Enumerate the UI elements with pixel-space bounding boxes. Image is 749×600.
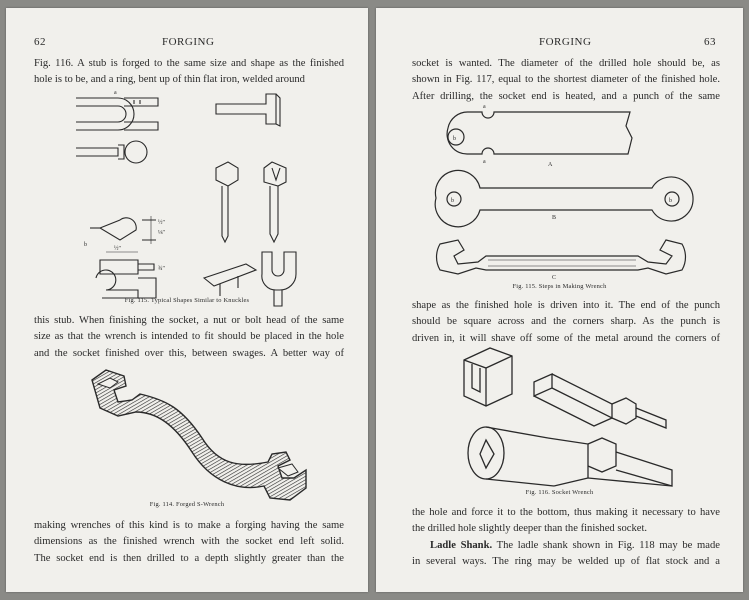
right-page	[376, 8, 743, 592]
running-head: FORGING	[162, 36, 215, 48]
fig-label: ½″	[158, 220, 165, 226]
fig-label: a	[483, 104, 486, 110]
fig-label: A	[548, 162, 553, 168]
fig-label: B	[552, 215, 557, 221]
text-line: the drilled hole slightly deeper than the finished socket.	[412, 523, 648, 535]
fig-label: b	[453, 136, 456, 142]
fig-label: b	[669, 198, 672, 204]
fig-label: ⅛″	[158, 230, 165, 236]
text-span: The ladle shank shown in Fig. 118 may be made	[492, 539, 720, 551]
text-line: size as that the wrench is intended to fit should be placed in the hole	[34, 331, 344, 343]
text-line: socket is wanted. The diameter of the drilled hole should be, as	[412, 58, 720, 69]
text-line: the hole and force it to the bottom, thus making it necessary to have	[412, 507, 720, 518]
fig-label: C	[552, 275, 557, 281]
text-line: in several ways. The ring may be welded up of flat stock and a	[412, 556, 720, 568]
text-line: hole is to be, and a ring, bent up of thin flat iron, welded around	[34, 74, 305, 86]
text-line	[412, 538, 720, 554]
figure-caption: Fig. 114. Forged S-Wrench	[149, 501, 225, 508]
paragraph	[34, 518, 344, 567]
fig-label: b	[451, 198, 454, 204]
figure-caption: Fig. 116. Socket Wrench	[525, 489, 594, 496]
text-line: this stub. When finishing the socket, a nut or bolt head of the same	[34, 315, 344, 326]
page-number: 63	[704, 36, 716, 48]
text-line: After drilling, the socket end is heated, and a punch of the same	[412, 90, 720, 102]
paragraph	[412, 505, 720, 571]
text-line: and the socket finished over this, between swages. A better way of	[34, 347, 344, 359]
fig-label: a	[483, 159, 486, 165]
fig-label: ½″	[114, 246, 121, 252]
figure-caption: Fig. 115. Typical Shapes Similar to Knuckles	[124, 297, 250, 304]
text-line: shape as the finished hole is driven into it. The end of the punch	[412, 300, 720, 311]
fig-label: ¾″	[158, 266, 165, 272]
text-line: driven in, it will shave off some of the metal around the corners of	[412, 332, 720, 344]
fig-label: a	[114, 90, 117, 96]
text-line: should be square across and the corners sharp. As the punch is	[412, 316, 720, 328]
left-page	[6, 8, 368, 592]
fig-label: b	[84, 242, 87, 248]
text-line: making wrenches of this kind is to make a forging having the same	[34, 520, 344, 531]
text-line: The socket end is then drilled to a depth slightly greater than the	[34, 552, 344, 564]
figure-caption: Fig. 115. Steps in Making Wrench	[512, 283, 607, 290]
text-line: shown in Fig. 117, equal to the shortest diameter of the finished hole.	[412, 74, 720, 86]
page-number: 62	[34, 36, 46, 48]
running-head: FORGING	[539, 36, 592, 48]
text-line: dimensions as the finished wrench with the socket end left solid.	[34, 536, 344, 548]
text-line: Fig. 116. A stub is forged to the same size and shape as the finished	[34, 58, 344, 69]
section-heading: Ladle Shank.	[430, 539, 493, 551]
